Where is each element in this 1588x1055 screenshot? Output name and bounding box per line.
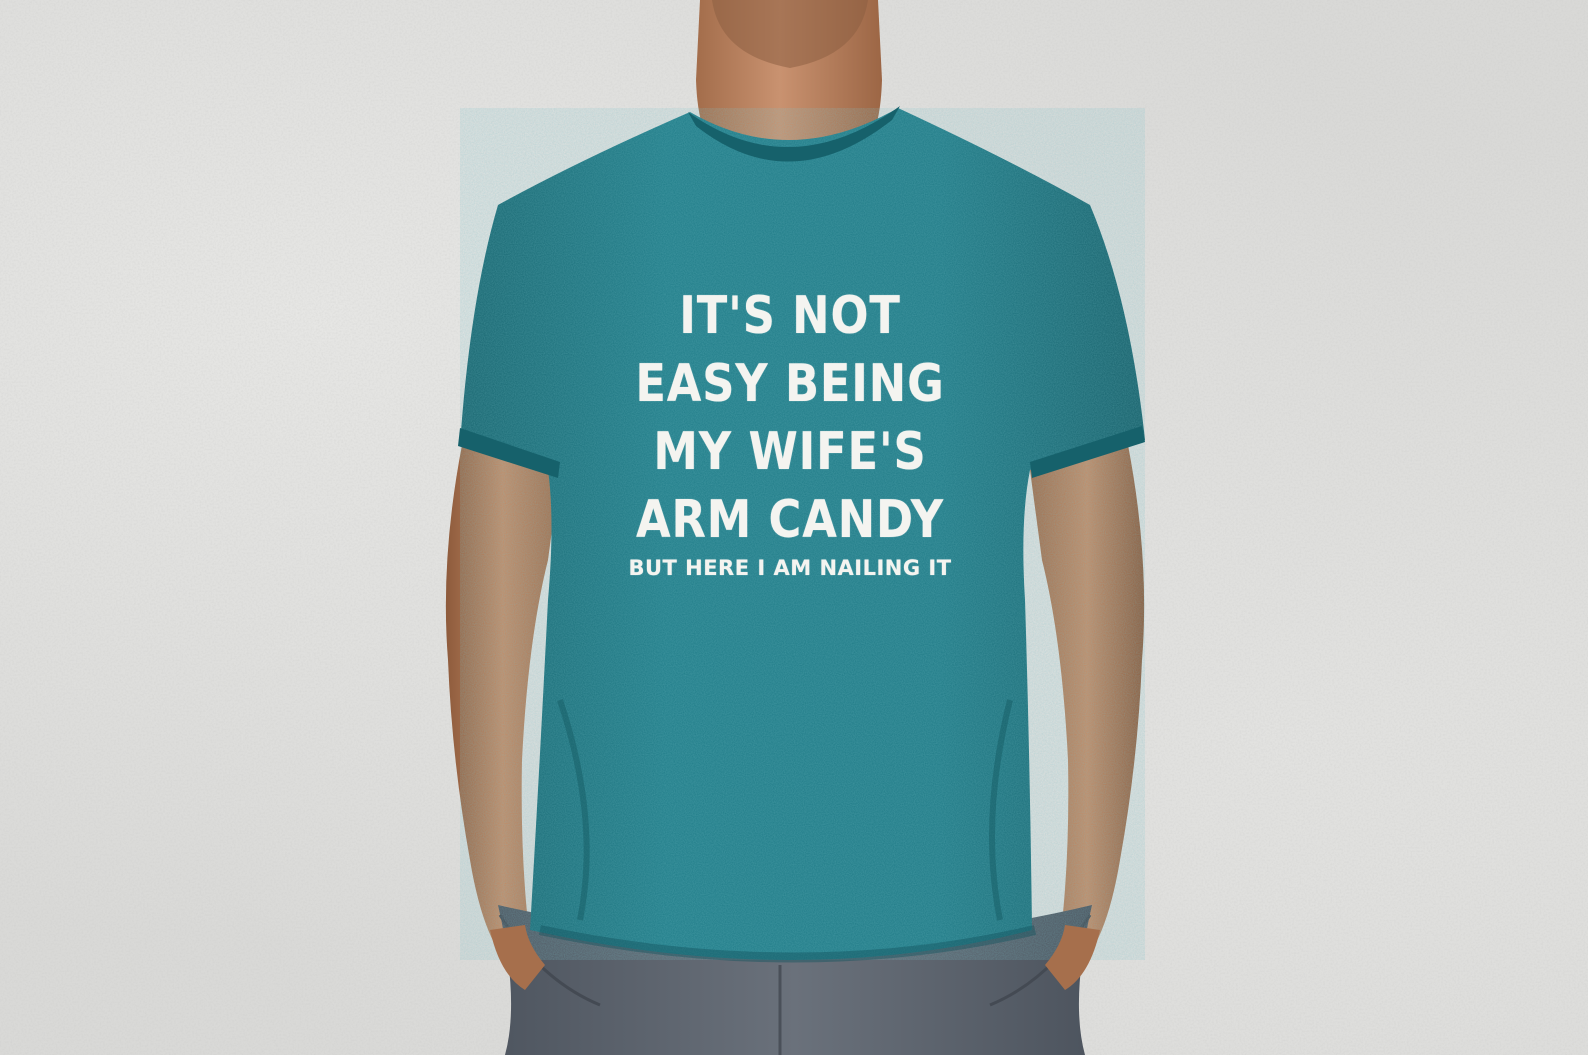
print-line-3: MY WIFE'S: [653, 422, 927, 482]
print-line-2: EASY BEING: [635, 354, 945, 414]
print-tagline: BUT HERE I AM NAILING IT: [628, 556, 952, 580]
print-line-1: IT'S NOT: [679, 286, 901, 346]
print-line-4: ARM CANDY: [636, 490, 944, 550]
right-arm: [1030, 445, 1144, 950]
shirt-print: [600, 282, 980, 582]
